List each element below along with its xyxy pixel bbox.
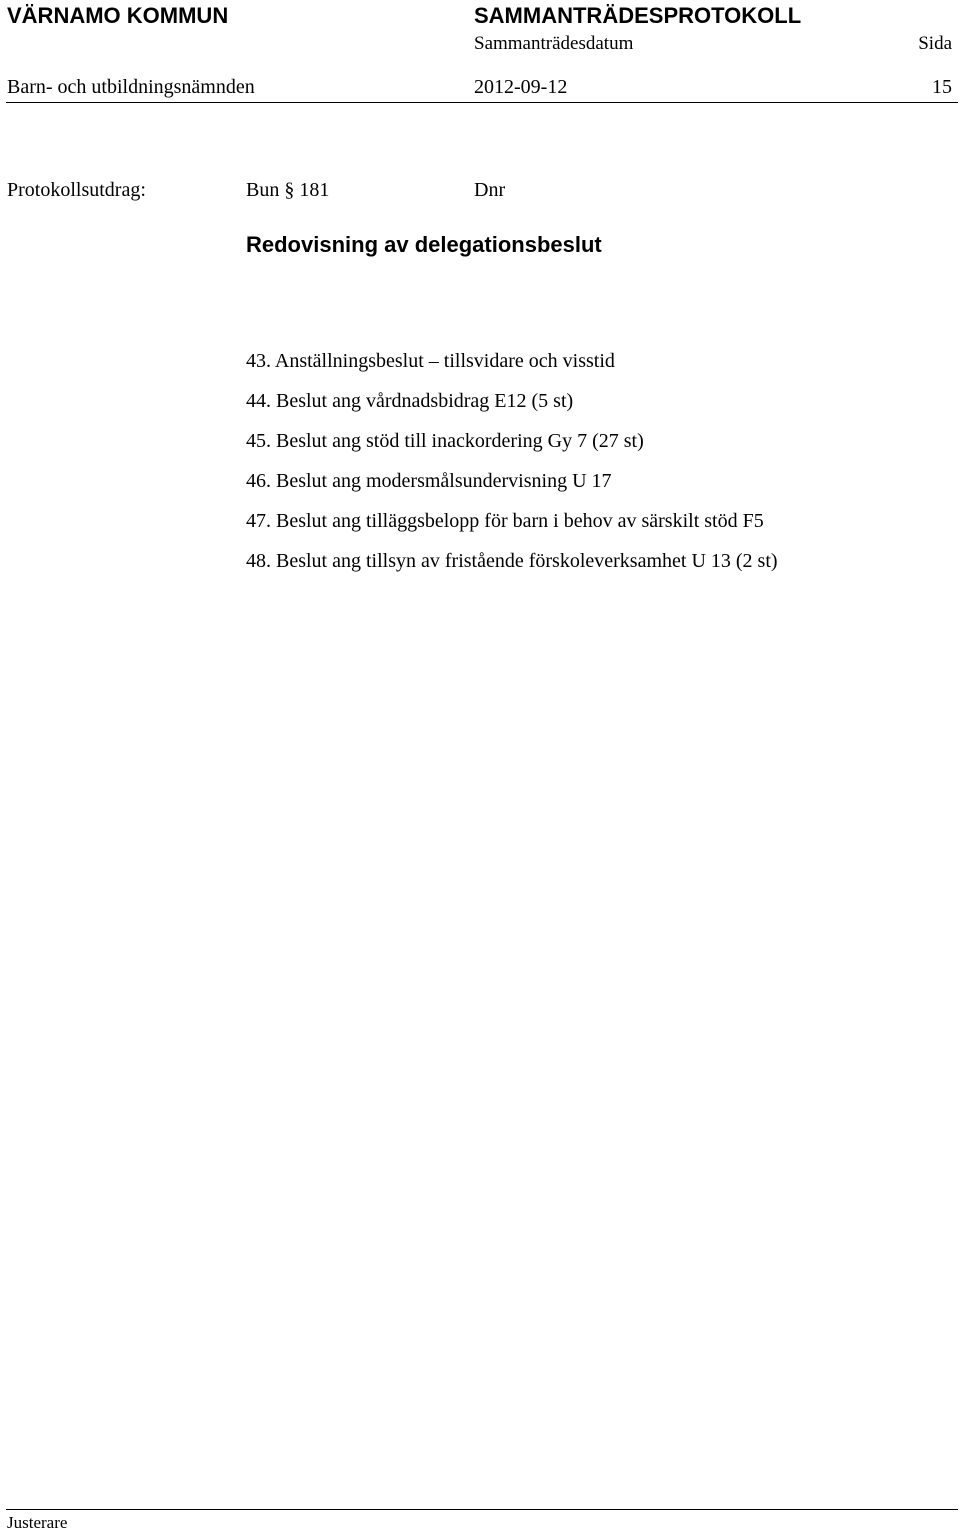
document-type: SAMMANTRÄDESPROTOKOLL [474,3,802,28]
meeting-date: 2012-09-12 [474,76,568,98]
list-item: 47. Beslut ang tilläggsbelopp för barn i behov av särskilt stöd F5 [246,510,764,532]
footer-divider [6,1509,958,1510]
header-divider [6,102,958,103]
page-number: 15 [932,76,952,98]
list-item: 44. Beslut ang vårdnadsbidrag E12 (5 st) [246,390,574,412]
paragraph-reference: Bun § 181 [246,179,330,201]
extract-label: Protokollsutdrag: [7,179,146,201]
adjuster-label: Justerare [7,1513,68,1532]
committee-name: Barn- och utbildningsnämnden [7,76,255,98]
decision-list [246,341,778,581]
meeting-date-label: Sammanträdesdatum [474,33,634,54]
section-title: Redovisning av delegationsbeslut [246,232,602,257]
list-item: 45. Beslut ang stöd till inackordering Gy 7 (27 st) [246,430,644,452]
list-item: 43. Anställningsbeslut – tillsvidare och visstid [246,350,615,372]
dnr-label: Dnr [474,179,506,201]
list-item: 48. Beslut ang tillsyn av fristående förskoleverksamhet U 13 (2 st) [246,550,778,572]
organization-name: VÄRNAMO KOMMUN [7,3,229,28]
list-item: 46. Beslut ang modersmålsundervisning U 17 [246,470,612,492]
page-label: Sida [918,33,952,54]
